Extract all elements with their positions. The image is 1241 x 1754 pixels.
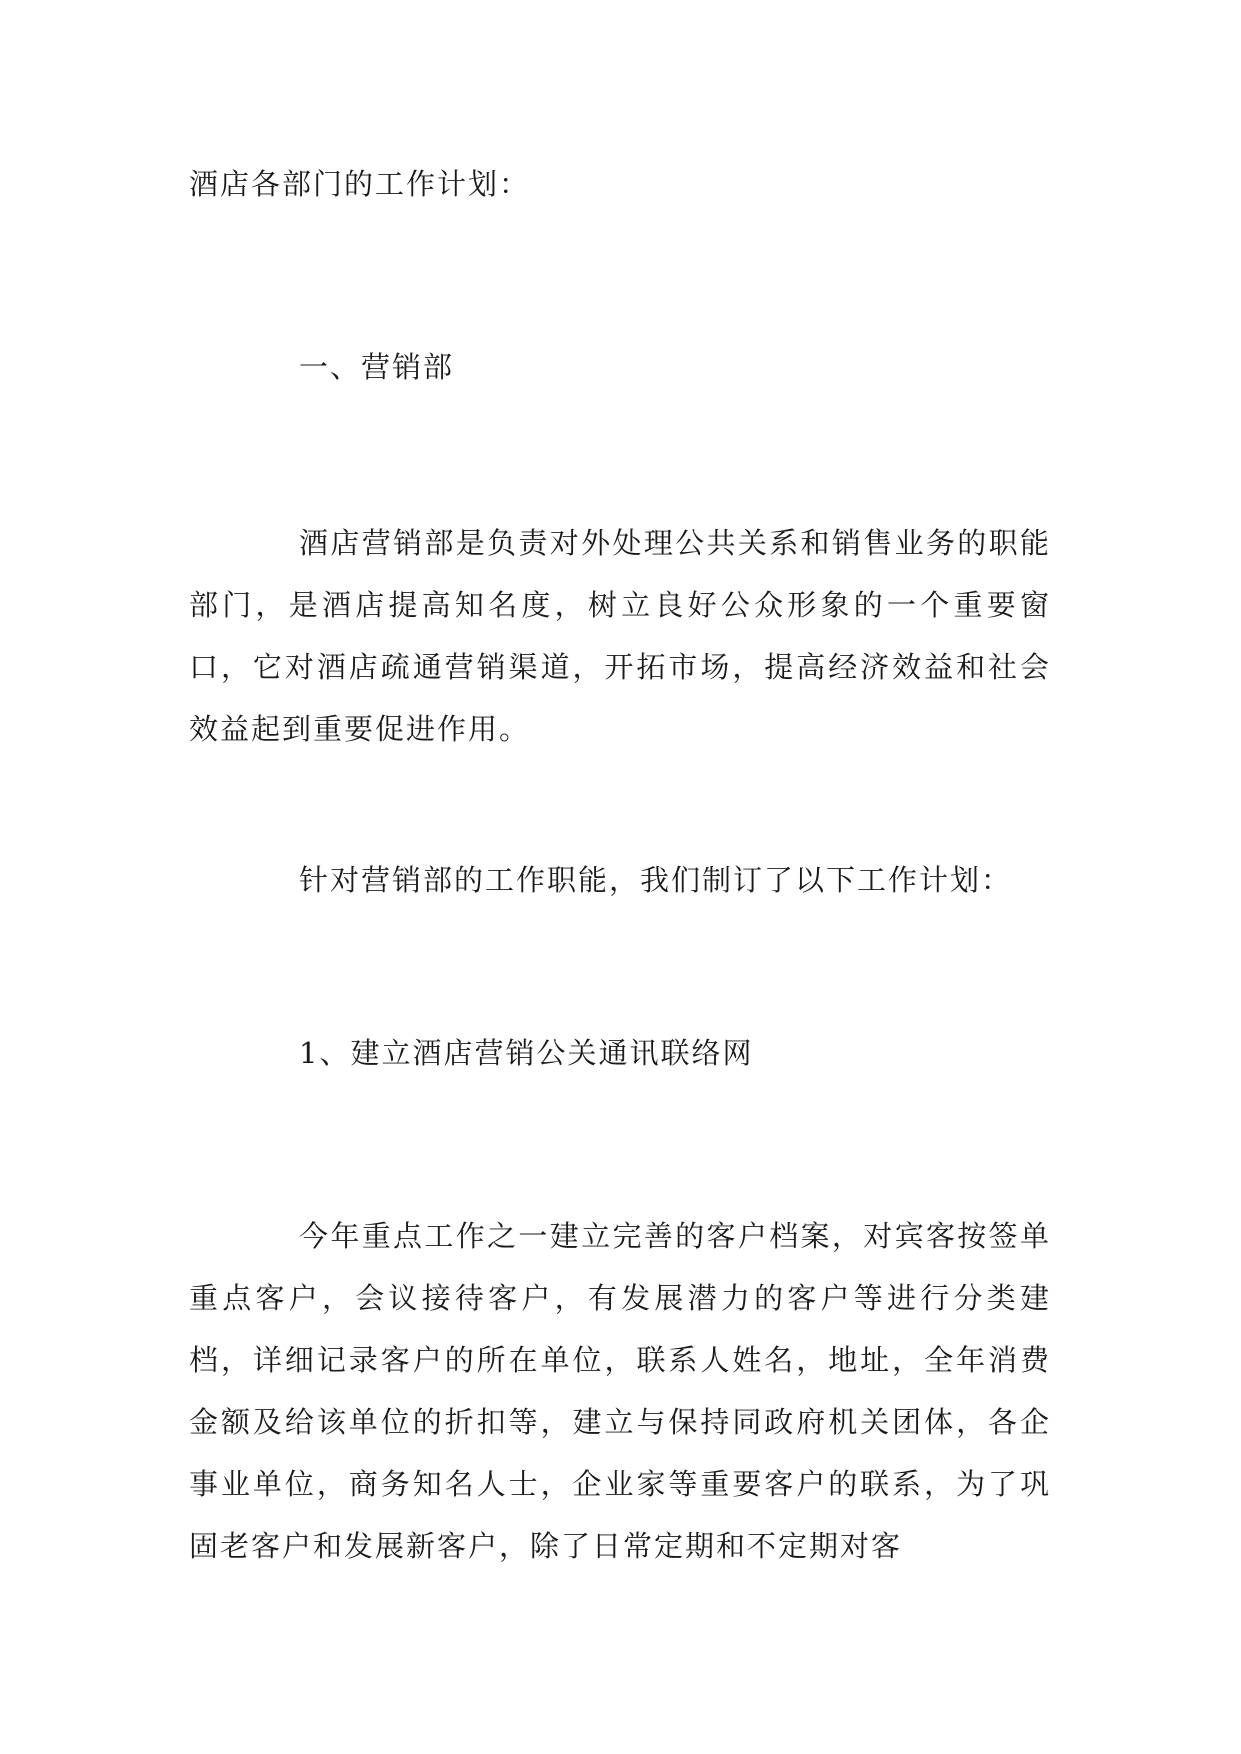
plan-intro: 针对营销部的工作职能，我们制订了以下工作计划：	[299, 863, 1013, 897]
document-title: 酒店各部门的工作计划：	[189, 167, 531, 201]
section-heading: 一、营销部	[299, 350, 455, 384]
item-paragraph: 今年重点工作之一建立完善的客户档案，对宾客按签单重点客户，会议接待客户，有发展潜力的客户等进行分类建档，详细记录客户的所在单位，联系人姓名，地址，全年消费金额及给该单位的折扣等，建立与保持同政府机关团体，各企事业单位，商务知名人士，企业家等重要客户的联系，为了巩固老客户和发展新客户，除了日常定期和不定期对客	[189, 1219, 1051, 1563]
item-heading: 1、建立酒店营销公关通讯联络网	[299, 1036, 754, 1070]
intro-paragraph: 酒店营销部是负责对外处理公共关系和销售业务的职能部门，是酒店提高知名度，树立良好公众形象的一个重要窗口，它对酒店疏通营销渠道，开拓市场，提高经济效益和社会效益起到重要促进作用。	[189, 526, 1051, 746]
